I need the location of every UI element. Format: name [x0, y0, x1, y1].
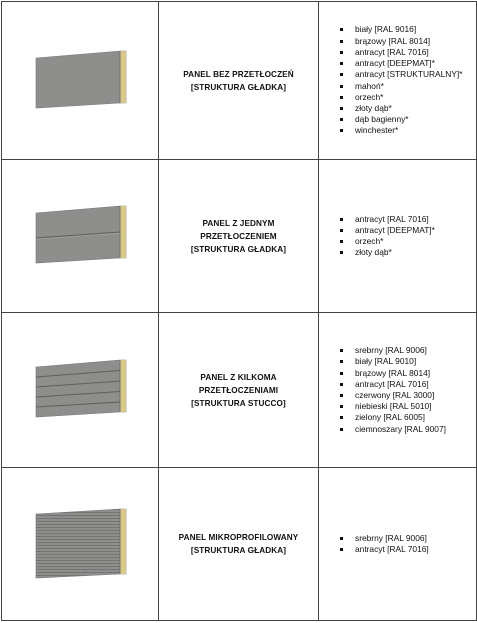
list-item: srebrny [RAL 9006]	[339, 533, 476, 544]
panel-name-line: PRZETŁOCZENIAMI	[198, 385, 279, 395]
list-item: zielony [RAL 6005]	[339, 412, 476, 423]
bullet-icon	[340, 218, 343, 221]
list-item: złoty dąb*	[339, 247, 476, 258]
table-row	[2, 160, 477, 313]
panel-image-cell	[2, 160, 159, 313]
bullet-icon	[340, 349, 343, 352]
color-options-list	[339, 24, 476, 136]
panel-name-line: PRZETŁOCZENIEM	[200, 231, 277, 241]
bullet-icon	[340, 229, 343, 232]
bullet-icon	[340, 537, 343, 540]
bullet-icon	[340, 40, 343, 43]
bullet-icon	[340, 28, 343, 31]
list-item: antracyt [RAL 7016]	[339, 544, 476, 555]
bullet-icon	[340, 73, 343, 76]
color-options-cell	[319, 313, 477, 468]
panel-name-cell	[159, 2, 319, 160]
table-row	[2, 468, 477, 621]
bullet-icon	[340, 394, 343, 397]
bullet-icon	[340, 405, 343, 408]
list-item: brązowy [RAL 8014]	[339, 368, 476, 379]
bullet-icon	[340, 129, 343, 132]
color-options-cell	[319, 160, 477, 313]
bullet-icon	[340, 240, 343, 243]
panel-image-cell	[2, 2, 159, 160]
panel-image-cell	[2, 313, 159, 468]
bullet-icon	[340, 118, 343, 121]
panel-name-cell	[159, 160, 319, 313]
bullet-icon	[340, 251, 343, 254]
panel-name-cell	[159, 468, 319, 621]
list-item: antracyt [RAL 7016]	[339, 214, 476, 225]
list-item: antracyt [DEEPMAT]*	[339, 58, 476, 69]
list-item: niebieski [RAL 5010]	[339, 401, 476, 412]
table-row	[2, 2, 477, 160]
list-item: mahoń*	[339, 81, 476, 92]
panel-image-cell	[2, 468, 159, 621]
panel-structure-line: [STRUKTURA GŁADKA]	[190, 82, 287, 92]
bullet-icon	[340, 51, 343, 54]
list-item: biały [RAL 9016]	[339, 24, 476, 35]
list-item: dąb bagienny*	[339, 114, 476, 125]
list-item: antracyt [RAL 7016]	[339, 47, 476, 58]
color-options-list	[339, 533, 476, 555]
list-item: antracyt [STRUKTURALNY]*	[339, 69, 476, 80]
bullet-icon	[340, 360, 343, 363]
list-item: winchester*	[339, 125, 476, 136]
bullet-icon	[340, 62, 343, 65]
list-item: orzech*	[339, 92, 476, 103]
list-item: ciemnoszary [RAL 9007]	[339, 424, 476, 435]
list-item: czerwony [RAL 3000]	[339, 390, 476, 401]
plain-garage-panel-icon	[30, 48, 130, 114]
table-row	[2, 313, 477, 468]
list-item: złoty dąb*	[339, 103, 476, 114]
bullet-icon	[340, 428, 343, 431]
panel-table	[1, 1, 477, 621]
bullet-icon	[340, 85, 343, 88]
panel-name-line: PANEL BEZ PRZETŁOCZEŃ	[183, 69, 294, 79]
bullet-icon	[340, 383, 343, 386]
panel-name-line: PANEL Z JEDNYM	[202, 218, 275, 228]
list-item: antracyt [RAL 7016]	[339, 379, 476, 390]
list-item: orzech*	[339, 236, 476, 247]
list-item: srebrny [RAL 9006]	[339, 345, 476, 356]
bullet-icon	[340, 416, 343, 419]
list-item: biały [RAL 9010]	[339, 356, 476, 367]
panel-name-line: PANEL MIKROPROFILOWANY	[178, 533, 299, 542]
bullet-icon	[340, 372, 343, 375]
list-item: antracyt [DEEPMAT]*	[339, 225, 476, 236]
panel-structure-line: [STRUKTURA STUCCO]	[191, 398, 286, 408]
single-groove-garage-panel-icon	[30, 203, 130, 269]
color-options-list	[339, 345, 476, 435]
panel-name-line: PANEL Z KILKOMA	[200, 372, 277, 382]
color-options-cell	[319, 468, 477, 621]
list-item: brązowy [RAL 8014]	[339, 36, 476, 47]
bullet-icon	[340, 548, 343, 551]
color-options-list	[339, 214, 476, 259]
panel-name-cell	[159, 313, 319, 468]
bullet-icon	[340, 107, 343, 110]
color-options-cell	[319, 2, 477, 160]
panel-structure-line: [STRUKTURA GŁADKA]	[190, 244, 287, 254]
bullet-icon	[340, 96, 343, 99]
multi-groove-garage-panel-icon	[30, 357, 130, 423]
panel-structure-line: [STRUKTURA GŁADKA]	[190, 546, 287, 555]
microprofile-garage-panel-icon	[30, 506, 130, 582]
